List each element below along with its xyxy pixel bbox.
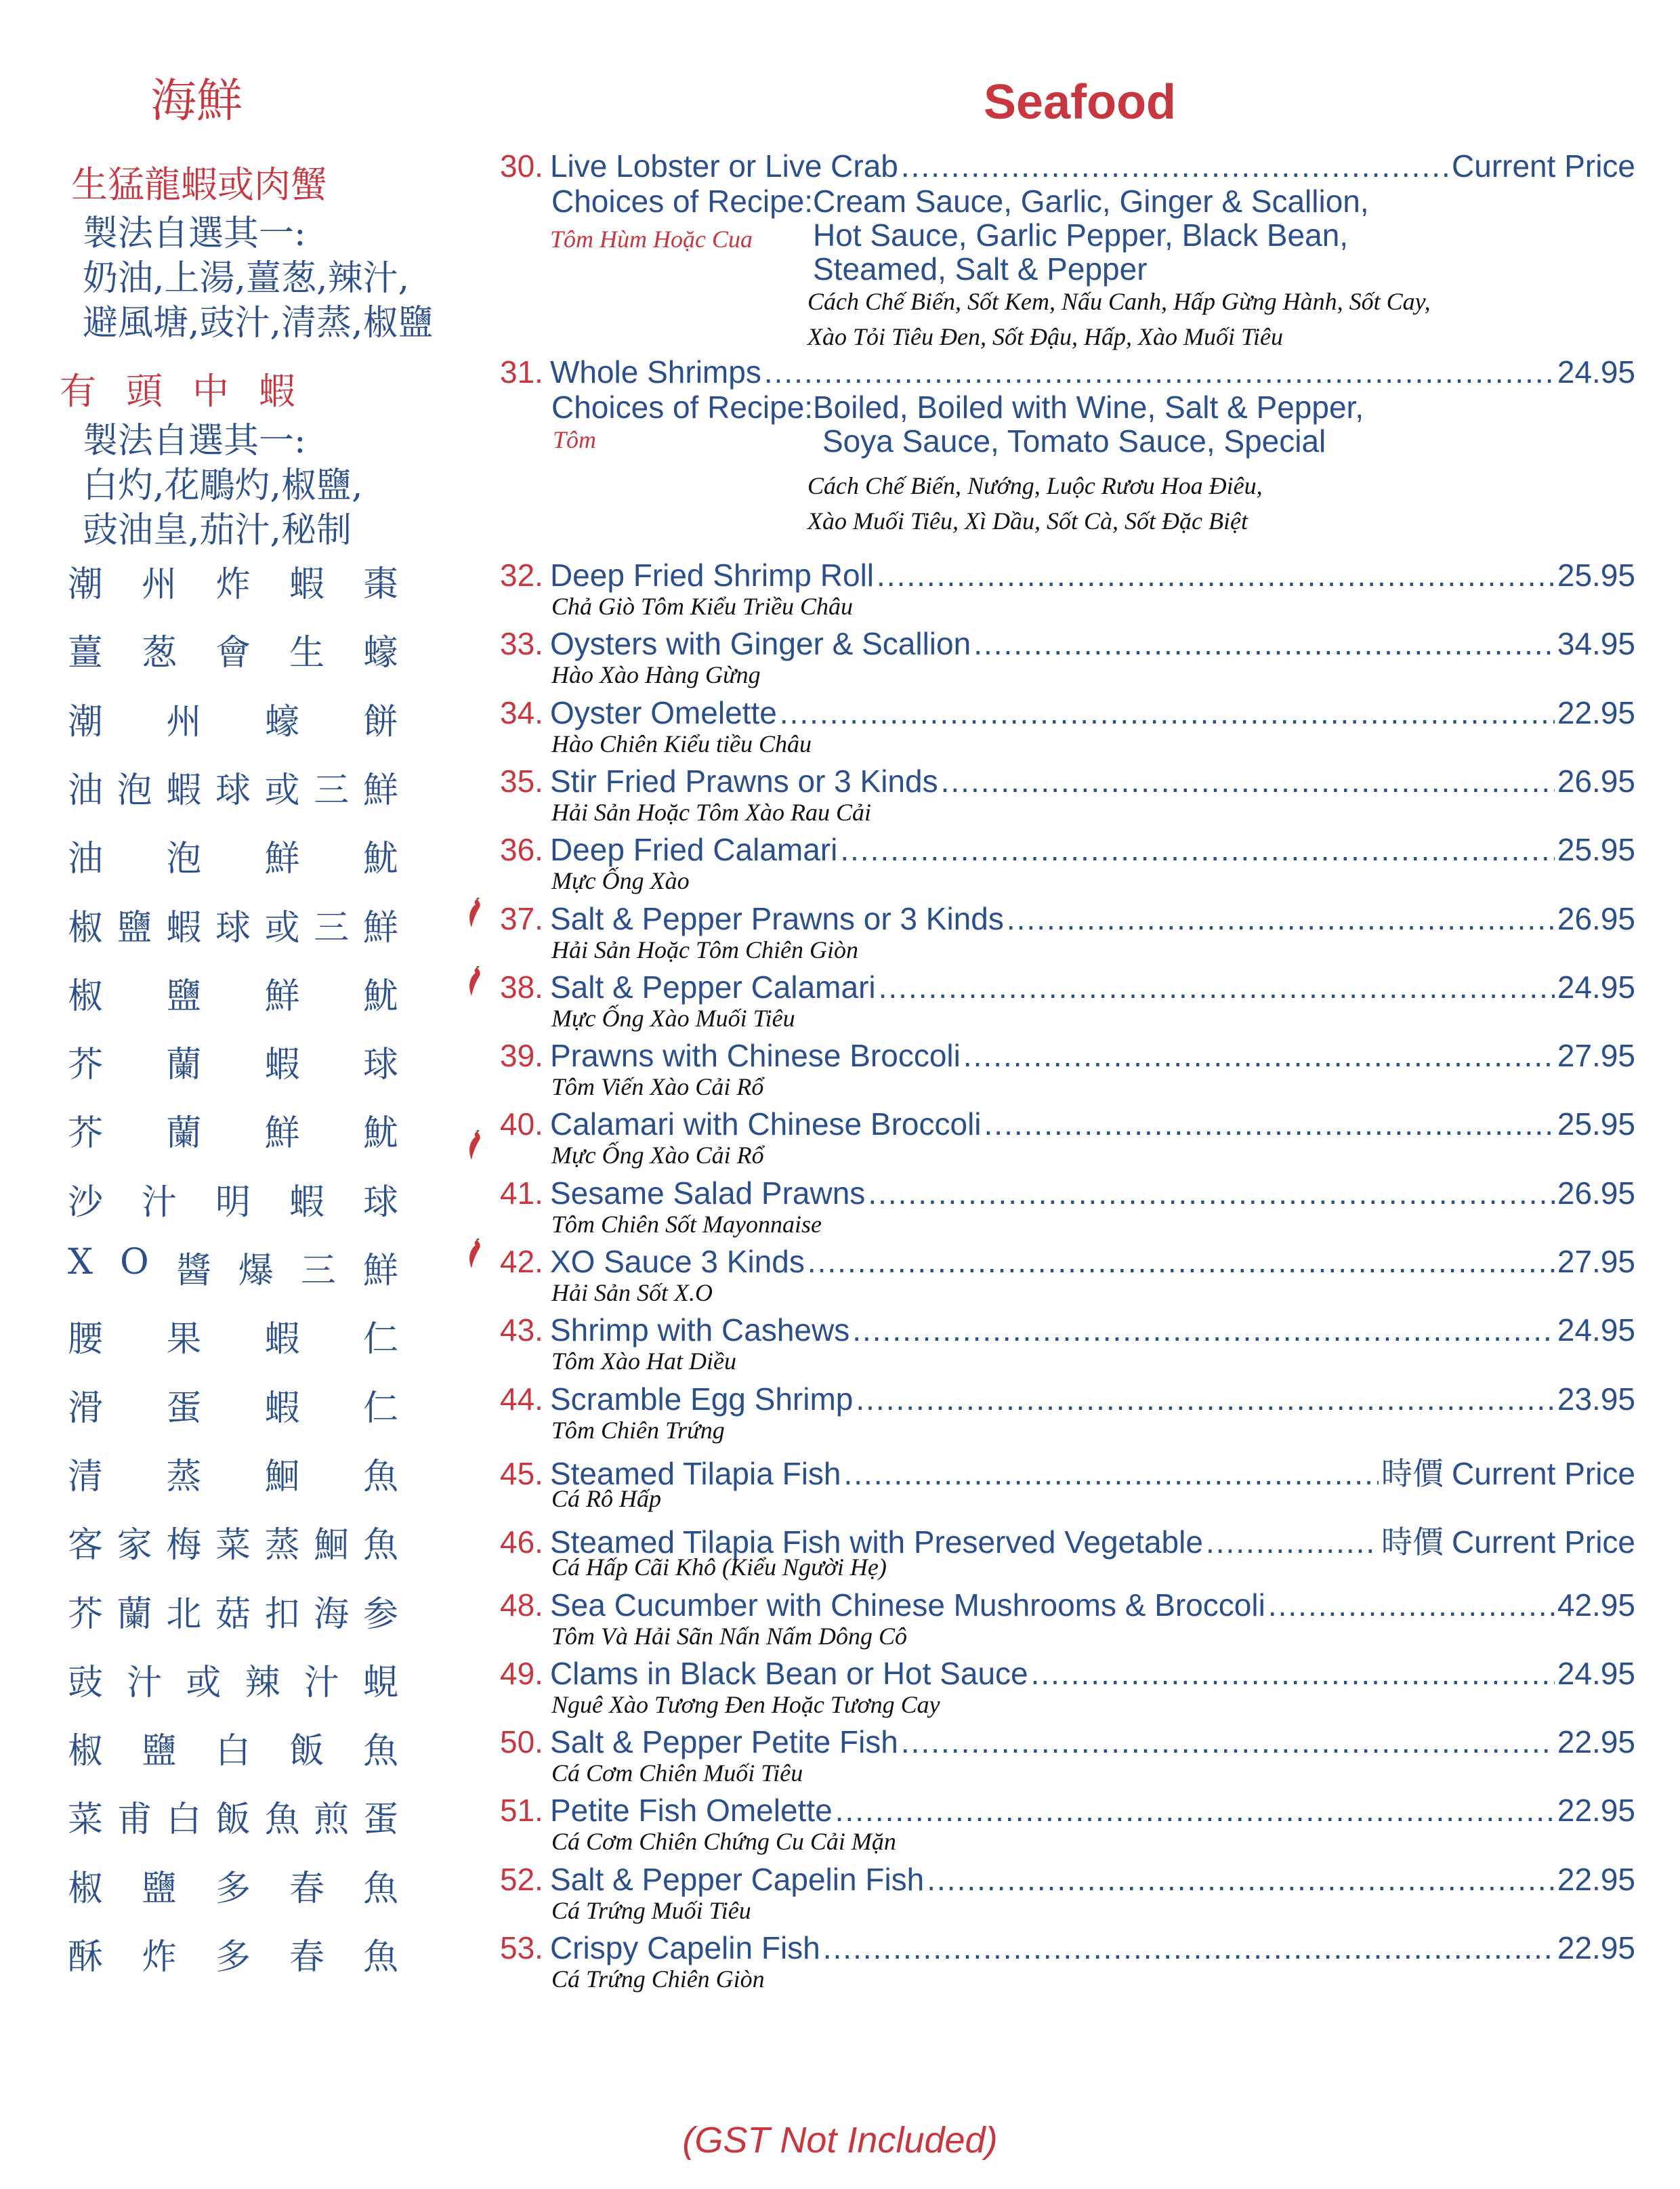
item-name: Calamari with Chinese Broccoli <box>549 1106 982 1142</box>
menu-item <box>500 1861 1635 1925</box>
dot-leader <box>764 354 1555 390</box>
dot-leader <box>856 1381 1555 1417</box>
cn-dish-row: 客 家 梅 菜 蒸 鮰 魚 <box>68 1525 398 1566</box>
item-name: Whole Shrimps <box>549 354 761 390</box>
menu-item <box>500 1587 1635 1650</box>
menu-item <box>500 831 1635 895</box>
menu-item <box>500 1243 1635 1307</box>
item-price: 27.95 <box>1557 1038 1635 1074</box>
dot-leader <box>835 1792 1555 1829</box>
item-number: 37. <box>500 900 543 936</box>
item-price-chinese: 時價 <box>1381 1524 1444 1561</box>
item-viet-name: Hải Sản Hoặc Tôm Xào Rau Cải <box>551 798 871 826</box>
item-viet-name: Cá Trứng Chiên Giòn <box>551 1965 765 1993</box>
viet-item-name: Tôm <box>553 426 597 453</box>
item-viet-name: Mực Ống Xào <box>551 867 690 895</box>
menu-item <box>500 1037 1635 1101</box>
item-price: 22.95 <box>1557 1930 1635 1965</box>
recipe-label: Choices of Recipe: <box>551 390 814 425</box>
item-price: 25.95 <box>1557 832 1635 868</box>
dot-leader <box>984 1106 1555 1142</box>
menu-item <box>500 1106 1635 1169</box>
recipe-line: Soya Sauce, Tomato Sauce, Special <box>822 423 1326 459</box>
dot-leader <box>963 1037 1555 1074</box>
item-price: 26.95 <box>1557 1175 1635 1211</box>
item-viet-name: Tôm Xào Hat Diều <box>551 1348 736 1375</box>
item-viet-name: Tôm Và Hải Sãn Nấn Nấm Dông Cô <box>551 1622 908 1650</box>
item-number: 45. <box>500 1455 543 1491</box>
item-viet-name: Cá Cơm Chiên Chứng Cu Cải Mặn <box>551 1828 896 1856</box>
chili-pepper-icon <box>465 1238 482 1270</box>
item-price: 42.95 <box>1557 1587 1635 1623</box>
item-viet-name: Cá Hấp Cãi Khô (Kiểu Người Hẹ) <box>551 1554 887 1581</box>
cn-lobster-heading: 生猛龍蝦或肉蟹 <box>71 163 327 206</box>
item-number: 35. <box>500 763 543 799</box>
recipe-line: Steamed, Salt & Pepper <box>813 251 1148 287</box>
item-name: Salt & Pepper Prawns or 3 Kinds <box>549 900 1004 936</box>
cn-dish-row: 豉 汁 或 辣 汁 蜆 <box>68 1662 398 1703</box>
menu-item <box>500 1312 1635 1375</box>
page-title: Seafood <box>984 75 1177 129</box>
cn-dish-row: 腰 果 蝦 仁 <box>68 1319 398 1360</box>
item-name: Oyster Omelette <box>549 694 777 730</box>
item-viet-name: Hải Sản Hoặc Tôm Chiên Giòn <box>551 936 858 963</box>
item-number: 49. <box>500 1655 543 1691</box>
viet-recipe-line: Cách Chế Biến, Nướng, Luộc Rươu Hoa Điêu, <box>807 472 1263 499</box>
chili-pepper-icon <box>465 898 482 929</box>
menu-item <box>500 557 1635 621</box>
item-viet-name: Hào Chiên Kiểu tiều Châu <box>551 730 812 757</box>
item-name: Live Lobster or Live Crab <box>549 148 898 184</box>
dot-leader <box>1031 1655 1555 1692</box>
item-number: 53. <box>500 1930 543 1965</box>
menu-item <box>500 1175 1635 1238</box>
cn-shrimp-line: 白灼,花鵰灼,椒鹽, <box>83 465 363 506</box>
item-price: 25.95 <box>1557 558 1635 593</box>
item-viet-name: Cá Rô Hấp <box>551 1484 661 1512</box>
recipe-line: Boiled, Boiled with Wine, Salt & Pepper, <box>813 390 1364 425</box>
item-name: XO Sauce 3 Kinds <box>549 1244 805 1279</box>
menu-item <box>500 763 1635 827</box>
item-name: Shrimp with Cashews <box>549 1312 850 1348</box>
item-viet-name: Hải Sản Sốt X.O <box>551 1279 713 1306</box>
item-price: Current Price <box>1452 1524 1635 1560</box>
dot-leader <box>877 557 1555 593</box>
menu-item-31 <box>500 354 1635 390</box>
item-number: 31. <box>500 354 543 390</box>
chili-pepper-icon <box>465 966 482 997</box>
item-number: 50. <box>500 1724 543 1760</box>
menu-item <box>500 1792 1635 1856</box>
menu-item <box>500 1724 1635 1787</box>
item-price: 23.95 <box>1557 1381 1635 1417</box>
item-price: 24.95 <box>1557 1312 1635 1348</box>
dot-leader <box>807 1243 1555 1280</box>
item-price: 22.95 <box>1557 1861 1635 1897</box>
dot-leader <box>879 969 1555 1005</box>
menu-item <box>500 1449 1635 1513</box>
item-viet-name: Hào Xào Hàng Gừng <box>551 661 761 689</box>
cn-dish-row: 椒 鹽 蝦 球 或 三 鮮 <box>68 907 398 948</box>
chili-pepper-icon <box>465 1130 482 1161</box>
item-number: 36. <box>500 832 543 868</box>
item-number: 51. <box>500 1793 543 1829</box>
cn-shrimp-line: 製法自選其一: <box>83 421 306 461</box>
menu-item <box>500 1381 1635 1444</box>
item-name: Prawns with Chinese Broccoli <box>549 1038 961 1074</box>
cn-dish-row: 潮 州 蠔 餅 <box>68 701 398 743</box>
item-name: Sea Cucumber with Chinese Mushrooms & Broccoli <box>549 1587 1265 1623</box>
item-number: 32. <box>500 558 543 593</box>
item-number: 41. <box>500 1175 543 1211</box>
item-name: Deep Fried Shrimp Roll <box>549 558 875 593</box>
dot-leader <box>973 625 1555 662</box>
item-price: 27.95 <box>1557 1244 1635 1279</box>
item-name: Deep Fried Calamari <box>549 832 838 868</box>
viet-recipe-line: Xào Muối Tiêu, Xì Dầu, Sốt Cà, Sốt Đặc Biệt <box>807 507 1248 535</box>
item-viet-name: Chả Giò Tôm Kiểu Triều Châu <box>551 593 854 620</box>
cn-shrimp-heading: 有頭中蝦 <box>60 370 325 413</box>
dot-leader <box>1206 1524 1379 1560</box>
item-viet-name: Mực Ống Xào Cải Rổ <box>551 1142 764 1169</box>
dot-leader <box>1007 900 1555 937</box>
dot-leader <box>780 694 1555 731</box>
item-price: 22.95 <box>1557 1793 1635 1829</box>
menu-item <box>500 900 1635 964</box>
item-name: Steamed Tilapia Fish with Preserved Vegetable <box>549 1524 1203 1560</box>
item-price-chinese: 時價 <box>1381 1455 1444 1492</box>
menu-item <box>500 1930 1635 1993</box>
cn-dish-row: 沙 汁 明 蝦 球 <box>68 1182 398 1223</box>
item-name: Clams in Black Bean or Hot Sauce <box>549 1655 1028 1691</box>
cn-lobster-line: 奶油,上湯,薑葱,辣汁, <box>83 258 410 299</box>
menu-item <box>500 1655 1635 1719</box>
item-name: Steamed Tilapia Fish <box>549 1455 841 1491</box>
item-price: 34.95 <box>1557 626 1635 662</box>
item-price: Current Price <box>1452 148 1635 184</box>
item-number: 43. <box>500 1312 543 1348</box>
dot-leader <box>840 831 1555 868</box>
cn-dish-row: 芥 蘭 蝦 球 <box>68 1045 398 1086</box>
recipe-line: Hot Sauce, Garlic Pepper, Black Bean, <box>813 217 1349 253</box>
cn-dish-row: 清 蒸 鮰 魚 <box>68 1456 398 1497</box>
dot-leader <box>844 1455 1379 1492</box>
item-price: 24.95 <box>1557 354 1635 390</box>
item-price: 24.95 <box>1557 969 1635 1005</box>
menu-item <box>500 694 1635 758</box>
item-number: 40. <box>500 1106 543 1142</box>
item-viet-name: Cá Trứng Muối Tiêu <box>551 1896 751 1924</box>
cn-dish-row: 芥 蘭 北 菇 扣 海 参 <box>68 1593 398 1635</box>
cn-dish-row: 酥 炸 多 春 魚 <box>68 1937 398 1978</box>
item-name: Salt & Pepper Petite Fish <box>549 1724 898 1760</box>
chinese-title: 海鮮 <box>150 75 243 128</box>
item-viet-name: Cá Cơm Chiên Muối Tiêu <box>551 1759 803 1787</box>
gst-note: (GST Not Included) <box>682 2120 998 2161</box>
item-price: 25.95 <box>1557 1106 1635 1142</box>
recipe-label: Choices of Recipe: <box>551 184 814 219</box>
item-price: 22.95 <box>1557 1724 1635 1760</box>
item-name: Petite Fish Omelette <box>549 1793 833 1829</box>
viet-recipe-line: Xào Tỏi Tiêu Đen, Sốt Đậu, Hấp, Xào Muối Tiêu <box>807 323 1283 350</box>
item-number: 42. <box>500 1244 543 1279</box>
dot-leader <box>901 148 1449 184</box>
cn-lobster-line: 避風塘,豉汁,清蒸,椒鹽 <box>83 303 434 343</box>
dot-leader <box>941 763 1555 799</box>
cn-lobster-line: 製法自選其一: <box>83 213 306 254</box>
item-number: 44. <box>500 1381 543 1417</box>
item-number: 39. <box>500 1038 543 1074</box>
dot-leader <box>852 1312 1555 1348</box>
item-number: 30. <box>500 148 543 184</box>
item-number: 48. <box>500 1587 543 1623</box>
dot-leader <box>927 1861 1555 1898</box>
item-viet-name: Nguê Xào Tương Đen Hoặc Tương Cay <box>551 1690 940 1718</box>
menu-item-30 <box>500 148 1635 184</box>
cn-dish-row: 椒 鹽 鮮 魷 <box>68 976 398 1017</box>
viet-recipe-line: Cách Chế Biến, Sốt Kem, Nấu Canh, Hấp Gừng Hành, Sốt Cay, <box>807 288 1431 315</box>
cn-shrimp-line: 豉油皇,茄汁,秘制 <box>83 510 352 551</box>
item-price: Current Price <box>1452 1455 1635 1491</box>
item-name: Stir Fried Prawns or 3 Kinds <box>549 763 938 799</box>
cn-dish-row: X O 醬 爆 三 鮮 <box>68 1242 398 1291</box>
cn-dish-row: 芥 蘭 鮮 魷 <box>68 1113 398 1154</box>
cn-dish-row: 潮 州 炸 蝦 棗 <box>68 564 398 605</box>
item-price: 26.95 <box>1557 900 1635 936</box>
item-number: 38. <box>500 969 543 1005</box>
item-number: 46. <box>500 1524 543 1560</box>
item-name: Sesame Salad Prawns <box>549 1175 866 1211</box>
dot-leader <box>1268 1587 1555 1623</box>
item-price: 22.95 <box>1557 694 1635 730</box>
item-number: 33. <box>500 626 543 662</box>
dot-leader <box>868 1175 1555 1211</box>
item-viet-name: Tôm Chiên Sốt Mayonnaise <box>551 1210 822 1238</box>
menu-item <box>500 969 1635 1033</box>
item-viet-name: Tôm Viến Xào Cải Rổ <box>551 1073 764 1101</box>
cn-dish-row: 椒 鹽 白 飯 魚 <box>68 1731 398 1772</box>
item-name: Salt & Pepper Capelin Fish <box>549 1861 925 1897</box>
menu-item <box>500 625 1635 689</box>
viet-item-name: Tôm Hùm Hoặc Cua <box>550 226 753 253</box>
item-name: Crispy Capelin Fish <box>549 1930 820 1965</box>
item-number: 52. <box>500 1861 543 1897</box>
item-viet-name: Tôm Chiên Trứng <box>551 1416 725 1444</box>
menu-item <box>500 1518 1635 1581</box>
cn-dish-row: 椒 鹽 多 春 魚 <box>68 1868 398 1909</box>
item-name: Oysters with Ginger & Scallion <box>549 626 971 662</box>
item-price: 26.95 <box>1557 763 1635 799</box>
item-name: Scramble Egg Shrimp <box>549 1381 854 1417</box>
item-name: Salt & Pepper Calamari <box>549 969 876 1005</box>
dot-leader <box>901 1724 1555 1760</box>
cn-dish-row: 油 泡 鮮 魷 <box>68 839 398 880</box>
cn-dish-row: 油 泡 蝦 球 或 三 鮮 <box>68 770 398 811</box>
item-number: 34. <box>500 694 543 730</box>
cn-dish-row: 薑 葱 會 生 蠔 <box>68 633 398 674</box>
item-price: 24.95 <box>1557 1655 1635 1691</box>
recipe-line: Cream Sauce, Garlic, Ginger & Scallion, <box>813 184 1369 219</box>
cn-dish-row: 菜 甫 白 飯 魚 煎 蛋 <box>68 1799 398 1841</box>
cn-dish-row: 滑 蛋 蝦 仁 <box>68 1388 398 1429</box>
dot-leader <box>823 1930 1555 1966</box>
item-viet-name: Mực Ống Xào Muối Tiêu <box>551 1004 795 1032</box>
